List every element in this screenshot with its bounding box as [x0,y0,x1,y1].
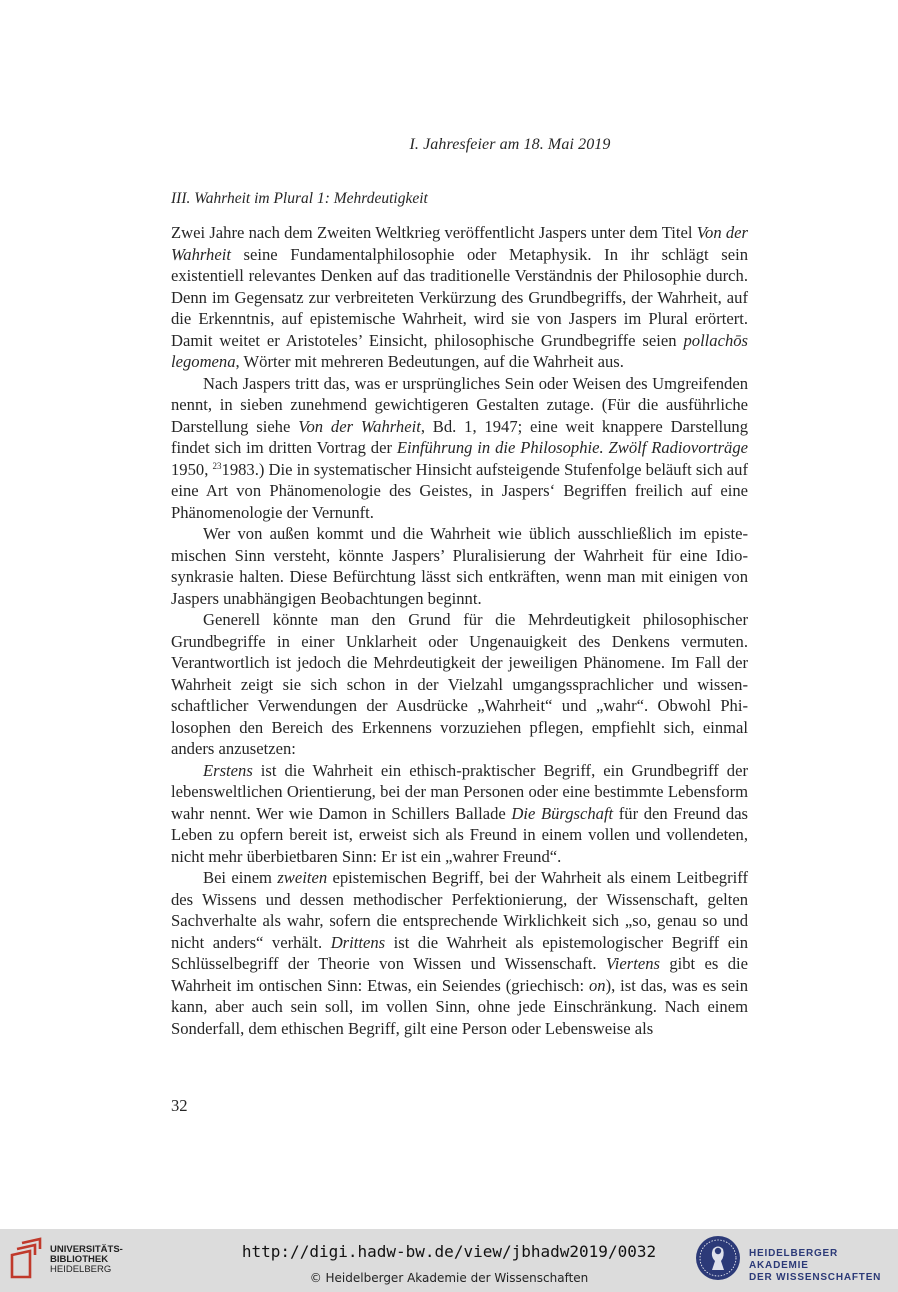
page-number: 32 [171,1096,188,1115]
university-library-name: UNIVERSITÄTS- BIBLIOTHEK HEIDELBERG [50,1244,123,1275]
academy-name: HEIDELBERGER AKADEMIE DER WISSENSCHAFTEN [749,1248,882,1283]
paragraph-1: Zwei Jahre nach dem Zweiten Weltkrieg veröffentlicht Jaspers unter dem Titel Von der Wahrheit seine Fundamentalphilosophie oder Metaphysik. In ihr schlägt sein existentiell relevantes Denken auf das traditionelle Verständnis der Philosophie durch. Denn im Gegensatz zur verbreiteten Verkürzung des Grundbegriffs, der Wahrheit, auf die Erkenntnis, auf epistemische Wahrheit, wird sie von Jaspers im Plural erörtert. Damit weitet er Aristoteles’ Einsicht, philosophische Grundbegriffe seien pollachōs legomena, Wörter mit mehreren Bedeutungen, auf die Wahrheit aus. [171,223,748,371]
footer-bar [0,1229,898,1292]
paragraph-4: Generell könnte man den Grund für die Mehrdeutigkeit philosophischer Grundbegriffe in einer Unklarheit oder Ungenauigkeit des Denkens vermuten. Verantwortlich ist jedoch die Mehrdeutigkeit der jeweiligen Phänomene. Im Fall der Wahrheit zeigt sie sich schon in der Vielzahl umgangssprachlicher und wissenschaftlicher Verwendungen der Ausdrücke „Wahrheit“ und „wahr“. Obwohl Philosophen den Bereich des Erkennens vorzuziehen pflegen, empfiehlt sich, einmal anders anzusetzen: [171,610,748,758]
footer-url-link[interactable]: http://digi.hadw-bw.de/view/jbhadw2019/0032 [241,1242,657,1261]
paragraph-6: Bei einem zweiten epistemischen Begriff, bei der Wahrheit als einem Leitbegriff des Wissens und dessen methodischer Perfektionierung, der Wissenschaft, gelten Sachverhalte als wahr, sofern die entsprechende Wirklichkeit sich „so, genau so und nicht anders“ verhält. Drittens ist die Wahrheit als epistemologischer Begriff ein Schlüsselbegriff der Theorie von Wissen und Wissenschaft. Viertens gibt es die Wahrheit im ontischen Sinn: Etwas, ein Seiendes (griechisch: on), ist das, was es sein kann, aber auch sein soll, im vollen Sinn, ohne jede Einschränkung. Nach einem Sonderfall, dem ethischen Begriff, gilt eine Person oder Lebensweise als [171,868,748,1038]
running-head: I. Jahresfeier am 18. Mai 2019 [409,136,611,153]
body-text [171,222,748,1039]
paragraph-2: Nach Jaspers tritt das, was er ursprüngliches Sein oder Weisen des Umgreifenden nennt, in sieben zunehmend gewichtigeren Gestalten zutage. (Für die ausführliche Darstellung siehe Von der Wahrheit, Bd. 1, 1947; eine weit knappere Darstellung findet sich im dritten Vortrag der Einführung in die Philosophie. Zwölf Radiovorträge 1950, $^{23}$1983.) Die in systematischer Hinsicht aufsteigende Stufenfolge beläuft sich auf eine Art von Phänomenologie des Geistes, in Jaspers‘ Begriffen freilich auf eine Phänomenologie der Vernunft. [171,373,748,522]
paragraph-3: Wer von außen kommt und die Wahrheit wie üblich ausschließlich im epistemischen Sinn versteht, könnte Jaspers’ Pluralisierung der Wahrheit für eine Idiosynkrasie halten. Diese Befürchtung lässt sich entkräften, wenn man mit einigen von Jaspers unabhängigen Beobachtungen beginnt. [171,524,748,608]
academy-seal-icon [694,1234,742,1282]
superscript-edition: 23 [212,460,222,471]
footer-copyright: © Heidelberger Akademie der Wissenschaften [309,1271,589,1285]
paragraph-5: Erstens ist die Wahrheit ein ethisch-praktischer Begriff, ein Grundbegriff der lebensweltlichen Orientierung, bei der man Personen oder eine bestimmte Lebensform wahr nennt. Wer wie Damon in Schillers Ballade Die Bürgschaft für den Freund das Leben zu opfern bereit ist, erweist sich als Freund in einem vollen und vollendeten, nicht mehr überbietbaren Sinn: Er ist ein „wahrer Freund“. [171,760,749,866]
section-heading: III. Wahrheit im Plural 1: Mehrdeutigkeit [171,190,428,207]
